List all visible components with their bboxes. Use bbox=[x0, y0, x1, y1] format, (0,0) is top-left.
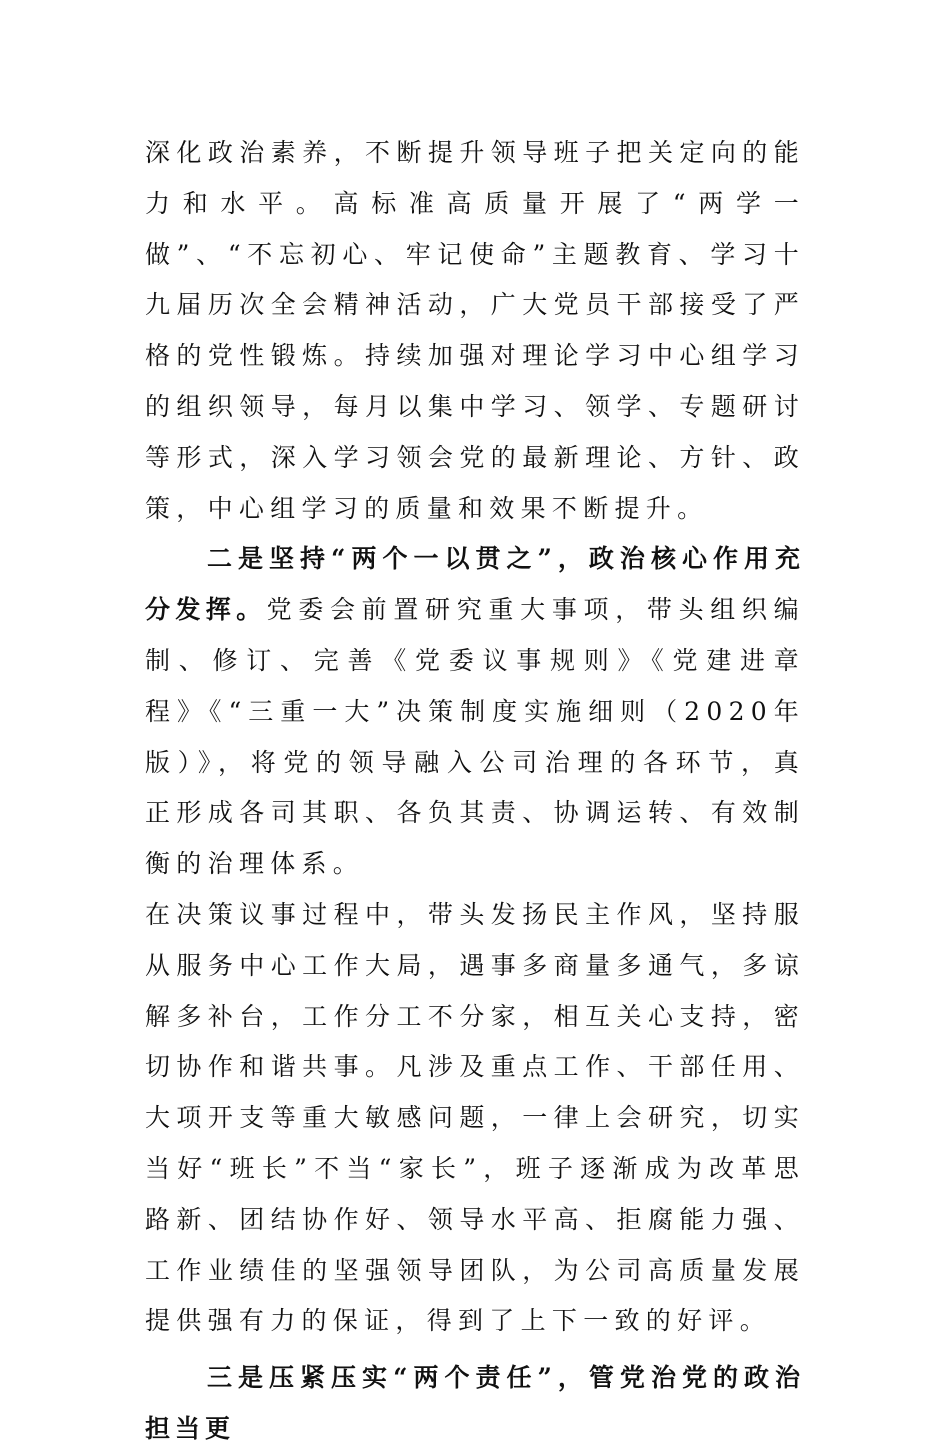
paragraph-2-heading: 二是坚持“两个一以贯之”，政治核心作用充分发挥。 bbox=[145, 544, 805, 625]
document-page bbox=[145, 128, 805, 1455]
paragraph-3 bbox=[145, 890, 805, 1347]
paragraph-1-body: 深化政治素养，不断提升领导班子把关定向的能力和水平。高标准高质量开展了“两学一做”、“不忘初心、牢记使命”主题教育、学习十九届历次全会精神活动，广大党员干部接受了严格的党性锻炼。持续加强对理论学习中心组学习的组织领导，每月以集中学习、领学、专题研讨等形式，深入学习领会党的最新理论、方针、政策，中心组学习的质量和效果不断提升。 bbox=[145, 138, 805, 523]
paragraph-4 bbox=[145, 1353, 805, 1455]
paragraph-2-body: 党委会前置研究重大事项，带头组织编制、修订、完善《党委议事规则》《党建进章程》《“三重一大”决策制度实施细则（2020年版）》，将党的领导融入公司治理的各环节，真正形成各司其职、各负其责、协调运转、有效制衡的治理体系。 bbox=[145, 595, 805, 879]
paragraph-2 bbox=[145, 534, 805, 890]
paragraph-4-heading: 三是压紧压实“两个责任”，管党治党的政治担当更 bbox=[145, 1363, 805, 1443]
paragraph-3-body: 在决策议事过程中，带头发扬民主作风，坚持服从服务中心工作大局，遇事多商量多通气，多谅解多补台，工作分工不分家，相互关心支持，密切协作和谐共事。凡涉及重点工作、干部任用、大项开支等重大敏感问题，一律上会研究，切实当好“班长”不当“家长”，班子逐渐成为改革思路新、团结协作好、领导水平高、拒腐能力强、工作业绩佳的坚强领导团队，为公司高质量发展提供强有力的保证，得到了上下一致的好评。 bbox=[145, 899, 805, 1336]
paragraph-1 bbox=[145, 128, 805, 534]
